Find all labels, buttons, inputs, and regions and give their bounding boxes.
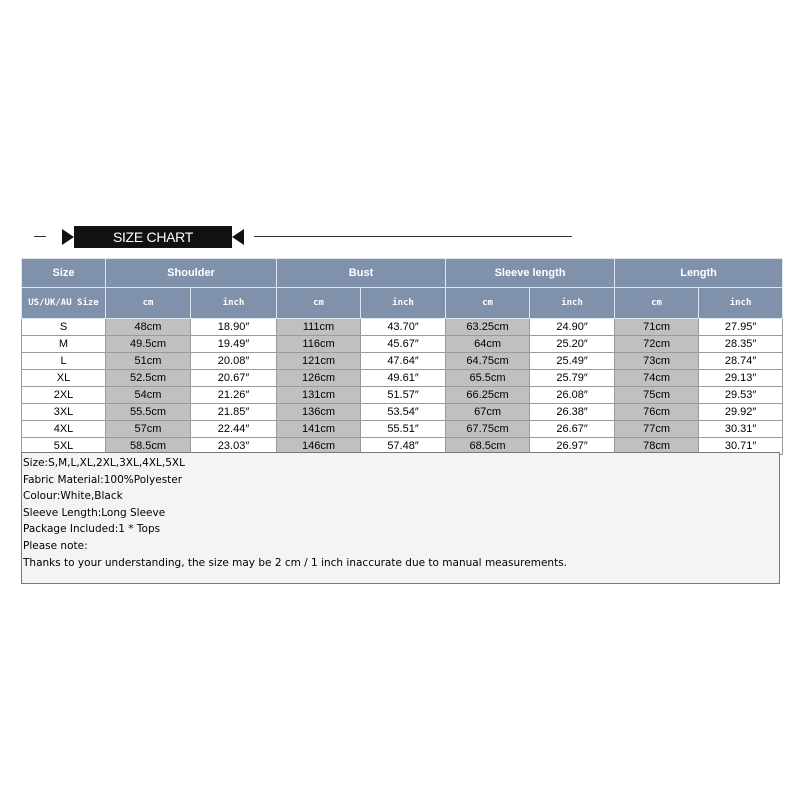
size-cell: 3XL: [22, 404, 106, 421]
size-chart-banner: [22, 224, 582, 250]
cm-cell: 111cm: [277, 319, 361, 336]
cm-cell: 126cm: [277, 370, 361, 387]
cm-cell: 57cm: [106, 421, 191, 438]
inch-cell: 55.51″: [361, 421, 446, 438]
unit-cm: cm: [106, 288, 191, 319]
cm-cell: 55.5cm: [106, 404, 191, 421]
inch-cell: 20.67″: [191, 370, 277, 387]
unit-inch: inch: [699, 288, 783, 319]
header-sleeve-length: Sleeve length: [446, 259, 615, 288]
table-row: [22, 404, 783, 421]
unit-header-row: [22, 288, 783, 319]
size-cell: L: [22, 353, 106, 370]
cm-cell: 48cm: [106, 319, 191, 336]
cm-cell: 49.5cm: [106, 336, 191, 353]
note-sizes: Size:S,M,L,XL,2XL,3XL,4XL,5XL: [23, 457, 185, 469]
cm-cell: 64cm: [446, 336, 530, 353]
inch-cell: 21.85″: [191, 404, 277, 421]
inch-cell: 30.31″: [699, 421, 783, 438]
cm-cell: 52.5cm: [106, 370, 191, 387]
size-cell: M: [22, 336, 106, 353]
header-shoulder: Shoulder: [106, 259, 277, 288]
banner-rule-right: [254, 236, 572, 237]
cm-cell: 136cm: [277, 404, 361, 421]
size-cell: S: [22, 319, 106, 336]
cm-cell: 64.75cm: [446, 353, 530, 370]
cm-cell: 75cm: [615, 387, 699, 404]
cm-cell: 78cm: [615, 438, 699, 455]
header-size-standard: US/UK/AU Size: [22, 288, 106, 319]
header-size: Size: [22, 259, 106, 288]
inch-cell: 25.79″: [530, 370, 615, 387]
size-cell: 2XL: [22, 387, 106, 404]
cm-cell: 65.5cm: [446, 370, 530, 387]
cm-cell: 67.75cm: [446, 421, 530, 438]
note-colour: Colour:White,Black: [23, 490, 123, 503]
note-measurement-disclaimer: Thanks to your understanding, the size may be 2 cm / 1 inch inaccurate due to manual measurements.: [23, 556, 568, 569]
inch-cell: 47.64″: [361, 353, 446, 370]
cm-cell: 58.5cm: [106, 438, 191, 455]
inch-cell: 53.54″: [361, 404, 446, 421]
inch-cell: 19.49″: [191, 336, 277, 353]
cm-cell: 121cm: [277, 353, 361, 370]
inch-cell: 24.90″: [530, 319, 615, 336]
cm-cell: 54cm: [106, 387, 191, 404]
inch-cell: 49.61″: [361, 370, 446, 387]
table-row: [22, 387, 783, 404]
inch-cell: 23.03″: [191, 438, 277, 455]
inch-cell: 43.70″: [361, 319, 446, 336]
size-table: [21, 258, 783, 455]
inch-cell: 18.90″: [191, 319, 277, 336]
inch-cell: 25.20″: [530, 336, 615, 353]
cm-cell: 146cm: [277, 438, 361, 455]
cm-cell: 68.5cm: [446, 438, 530, 455]
inch-cell: 28.35″: [699, 336, 783, 353]
inch-cell: 20.08″: [191, 353, 277, 370]
ribbon-notch-left: [62, 229, 74, 245]
inch-cell: 27.95″: [699, 319, 783, 336]
inch-cell: 22.44″: [191, 421, 277, 438]
unit-cm: cm: [277, 288, 361, 319]
inch-cell: 29.53″: [699, 387, 783, 404]
cm-cell: 116cm: [277, 336, 361, 353]
unit-cm: cm: [615, 288, 699, 319]
header-length: Length: [615, 259, 783, 288]
cm-cell: 74cm: [615, 370, 699, 387]
inch-cell: 26.67″: [530, 421, 615, 438]
inch-cell: 25.49″: [530, 353, 615, 370]
inch-cell: 45.67″: [361, 336, 446, 353]
banner-title: SIZE CHART: [74, 226, 232, 248]
note-package: Package Included:1 * Tops: [23, 523, 161, 536]
inch-cell: 21.26″: [191, 387, 277, 404]
cm-cell: 73cm: [615, 353, 699, 370]
table-row: [22, 370, 783, 387]
table-row: [22, 319, 783, 336]
inch-cell: 57.48″: [361, 438, 446, 455]
cm-cell: 77cm: [615, 421, 699, 438]
ribbon-notch-right: [232, 229, 244, 245]
note-fabric: Fabric Material:100%Polyester: [23, 473, 183, 486]
inch-cell: 29.92″: [699, 404, 783, 421]
table-row: [22, 421, 783, 438]
cm-cell: 72cm: [615, 336, 699, 353]
cm-cell: 51cm: [106, 353, 191, 370]
header-bust: Bust: [277, 259, 446, 288]
inch-cell: 29.13″: [699, 370, 783, 387]
cm-cell: 63.25cm: [446, 319, 530, 336]
size-cell: 5XL: [22, 438, 106, 455]
unit-inch: inch: [361, 288, 446, 319]
inch-cell: 26.38″: [530, 404, 615, 421]
cm-cell: 76cm: [615, 404, 699, 421]
cm-cell: 131cm: [277, 387, 361, 404]
inch-cell: 30.71″: [699, 438, 783, 455]
cm-cell: 141cm: [277, 421, 361, 438]
size-cell: 4XL: [22, 421, 106, 438]
note-sleeve: Sleeve Length:Long Sleeve: [23, 506, 166, 519]
table-row: [22, 353, 783, 370]
note-please-note: Please note:: [23, 539, 88, 552]
inch-cell: 51.57″: [361, 387, 446, 404]
unit-cm: cm: [446, 288, 530, 319]
size-cell: XL: [22, 370, 106, 387]
cm-cell: 67cm: [446, 404, 530, 421]
cm-cell: 71cm: [615, 319, 699, 336]
cm-cell: 66.25cm: [446, 387, 530, 404]
product-notes: [21, 452, 780, 584]
banner-dash-left: [34, 236, 46, 237]
inch-cell: 28.74″: [699, 353, 783, 370]
unit-inch: inch: [530, 288, 615, 319]
inch-cell: 26.08″: [530, 387, 615, 404]
inch-cell: 26.97″: [530, 438, 615, 455]
group-header-row: [22, 259, 783, 288]
table-row: [22, 336, 783, 353]
unit-inch: inch: [191, 288, 277, 319]
